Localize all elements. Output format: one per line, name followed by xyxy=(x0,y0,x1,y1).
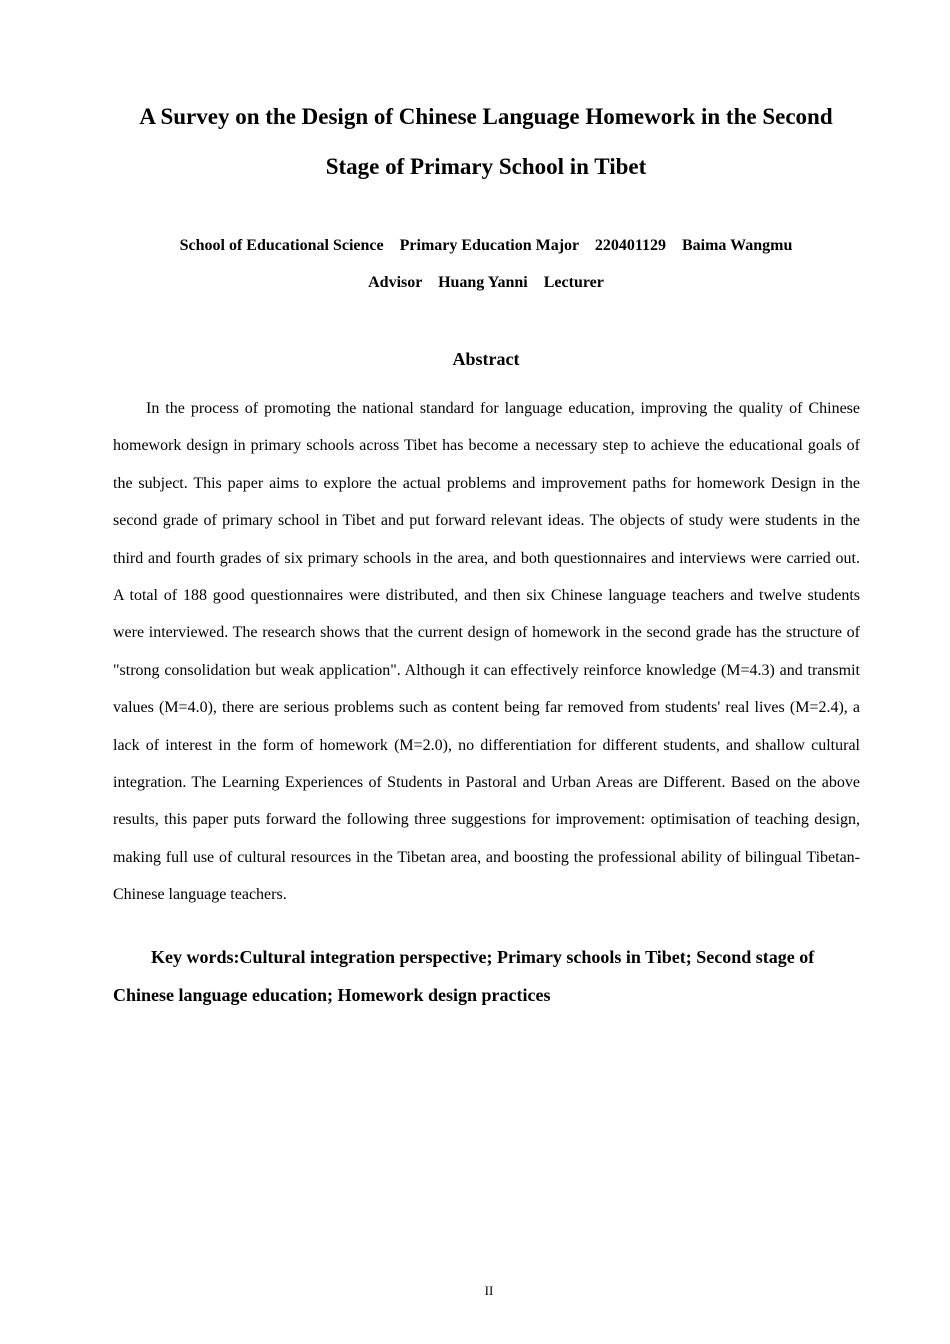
abstract-heading: Abstract xyxy=(452,349,520,369)
keywords: Key words:Cultural integration perspective; Primary schools in Tibet; Second stage of Chinese language education; Homework design practices xyxy=(113,947,815,1005)
paper-title-line-2: Stage of Primary School in Tibet xyxy=(325,154,647,179)
advisor-info: Advisor Huang Yanni Lecturer xyxy=(368,274,604,291)
page-number: II xyxy=(484,1283,494,1298)
paper-title-line-1: A Survey on the Design of Chinese Language Homework in the Second xyxy=(139,104,833,129)
author-info: School of Educational Science Primary Education Major 220401129 Baima Wangmu xyxy=(179,237,793,254)
abstract-body: In the process of promoting the national standard for language education, improving the quality of Chinese homework design in primary schools across Tibet has become a necessary step to achieve the educational goals of the subject. This paper aims to explore the actual problems and improvement paths for homework Design in the second grade of primary school in Tibet and put forward relevant ideas. The objects of study were students in the third and fourth grades of six primary schools in the area, and both questionnaires and interviews were carried out. A total of 188 good questionnaires were distributed, and then six Chinese language teachers and twelve students were interviewed. The research shows that the current design of homework in the second grade has the structure of "strong consolidation but weak application". Although it can effectively reinforce knowledge (M=4.3) and transmit values (M=4.0), there are serious problems such as content being far removed from students' real lives (M=2.4), a lack of interest in the form of homework (M=2.0), no differentiation for different students, and shallow cultural integration. The Learning Experiences of Students in Pastoral and Urban Areas are Different. Based on the above results, this paper puts forward the following three suggestions for improvement: optimisation of teaching design, making full use of cultural resources in the Tibetan area, and boosting the professional ability of bilingual Tibetan-Chinese language teachers. xyxy=(113,400,860,904)
